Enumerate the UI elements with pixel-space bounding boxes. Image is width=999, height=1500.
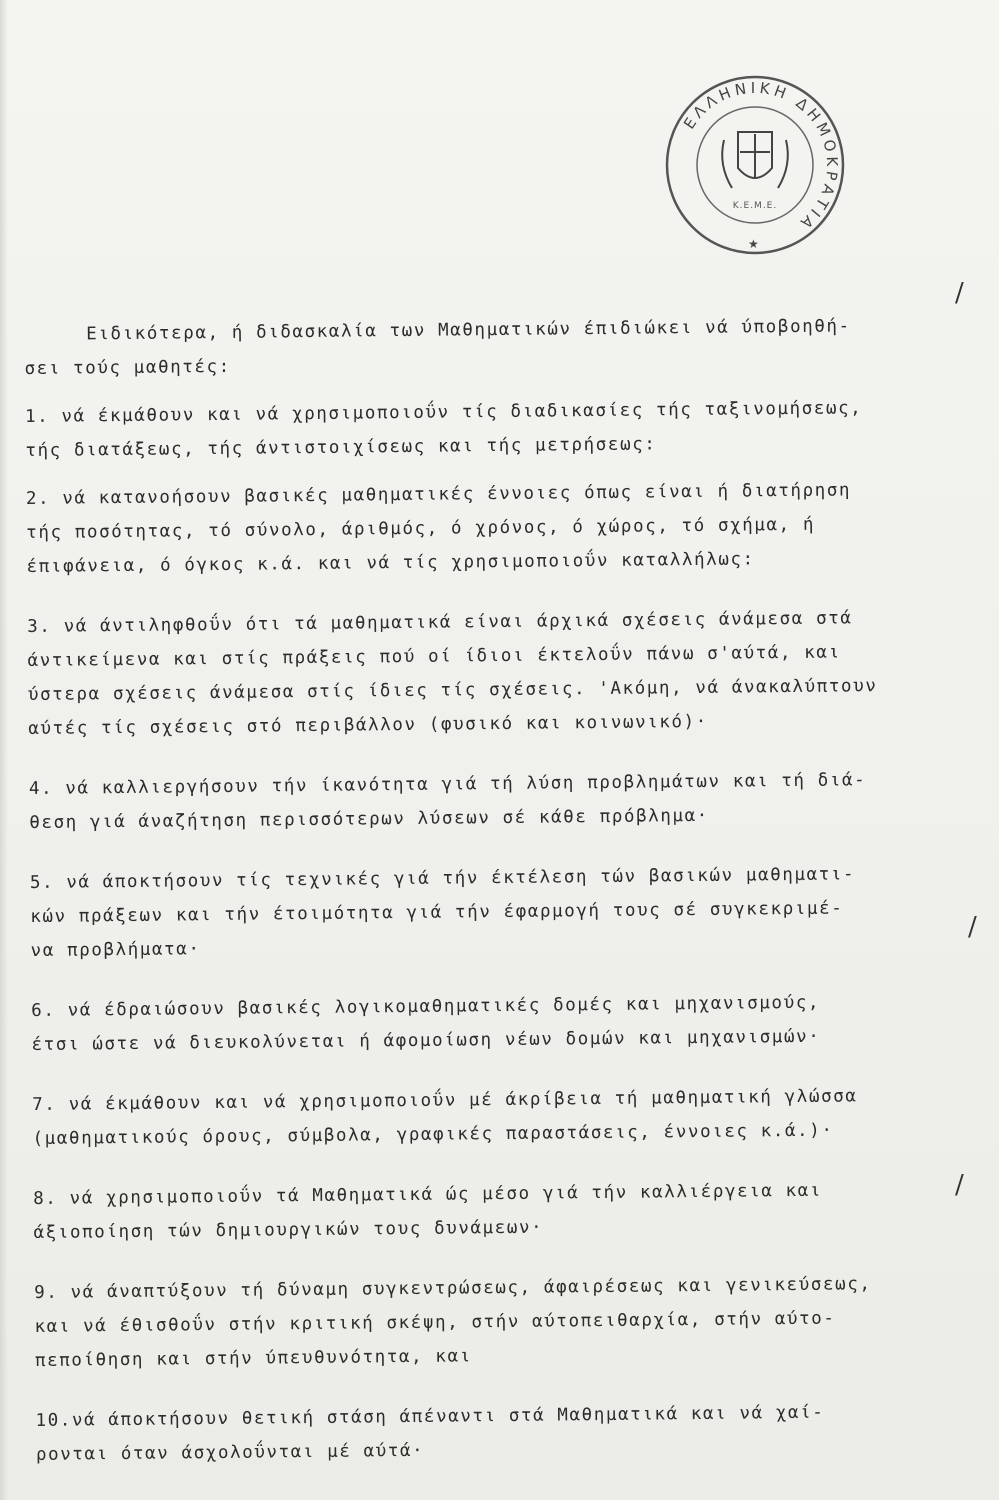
item-line: πεποίθηση και στήν ύπευθυνότητα, και <box>34 1346 472 1371</box>
item-line: κών πράξεων και τήν έτοιμότητα γιά τήν έφαρμογή τους σέ συγκεκριμέ- <box>30 898 844 927</box>
intro-line-1: Ειδικότερα, ή διδασκαλία των Μαθηματικών έπιδιώκει νά ύποβοηθή- <box>86 316 851 345</box>
item-line: αύτές τίς σχέσεις στό περιβάλλον (φυσικό και κοινωνικό)· <box>28 711 708 739</box>
item-line: 8. νά χρησιμοποιοΰν τά Μαθηματικά ώς μέσο γιά τήν καλλιέργεια και <box>33 1180 823 1209</box>
margin-mark-2: / <box>968 912 977 942</box>
item-line: 9. νά άναπτύξουν τή δύναμη συγκεντρώσεως, άφαιρέσεως και γενικεύσεως, <box>34 1274 872 1303</box>
list-item-4 <box>29 762 975 840</box>
list-item-8 <box>33 1172 979 1250</box>
seal-ring-text: ΕΛΛΗΝΙΚΗ ΔΗΜΟΚΡΑΤΙΑ <box>680 78 842 235</box>
intro-line-2: σει τούς μαθητές: <box>24 356 231 379</box>
item-line: ύστερα σχέσεις άνάμεσα στίς ίδιες τίς σχέσεις. 'Ακόμη, νά άνακαλύπτουν <box>27 676 878 705</box>
item-line: 2. νά κατανοήσουν βασικές μαθηματικές έννοιες όπως είναι ή διατήρηση <box>25 480 852 509</box>
item-line: άξιοποίηση τών δημιουργικών τους δυνάμεων· <box>33 1217 544 1243</box>
margin-mark-1: / <box>955 278 964 308</box>
official-seal-stamp <box>660 70 850 260</box>
item-line: 3. νά άντιληφθοΰν ότι τά μαθηματικά είναι άρχικά σχέσεις άνάμεσα στά <box>27 608 853 637</box>
document-body <box>24 308 981 1472</box>
seal-graphic <box>660 70 850 260</box>
coat-of-arms-icon <box>722 132 788 188</box>
list-item-6 <box>31 984 977 1062</box>
item-line: και νά έθισθοΰν στήν κριτική σκέψη, στήν αύτοπειθαρχία, στήν αύτο- <box>34 1308 836 1337</box>
item-line: ρονται όταν άσχολοΰνται μέ αύτά· <box>35 1440 425 1465</box>
list-item-9 <box>34 1266 980 1378</box>
list-item-5 <box>30 856 976 968</box>
list-item-3 <box>27 600 973 746</box>
seal-star-icon: ★ <box>748 237 759 251</box>
list-item-7 <box>32 1078 978 1156</box>
item-line: 5. νά άποκτήσουν τίς τεχνικές γιά τήν έκτέλεση τών βασικών μαθηματι- <box>29 864 856 893</box>
item-line: 7. νά έκμάθουν και νά χρησιμοποιοΰν μέ άκρίβεια τή μαθηματική γλώσσα <box>32 1086 858 1115</box>
item-line: 10.νά άποκτήσουν θετική στάση άπέναντι στά Μαθηματικά και νά χαί- <box>35 1402 825 1431</box>
seal-inner-text: Κ.Ε.Μ.Ε. <box>732 201 778 211</box>
list-item-10 <box>35 1394 981 1472</box>
margin-mark-3: / <box>955 1170 964 1200</box>
item-line: άντικείμενα και στίς πράξεις πού οί ίδιοι έκτελοΰν πάνω σ'αύτά, και <box>27 642 841 671</box>
item-line: έπιφάνεια, ό όγκος κ.ά. και νά τίς χρησιμοποιοΰν καταλλήλως: <box>26 549 755 577</box>
item-line: 6. νά έδραιώσουν βασικές λογικομαθηματικές δομές και μηχανισμούς, <box>31 992 821 1021</box>
item-line: τής ποσότητας, τό σύνολο, άριθμός, ό χρόνος, ό χώρος, τό σχήμα, ή <box>26 514 816 543</box>
item-line: 1. νά έκμάθουν και νά χρησιμοποιοΰν τίς διαδικασίες τής ταξινομήσεως, <box>24 398 863 427</box>
list-item-2 <box>26 472 972 584</box>
list-item-1 <box>25 390 971 468</box>
item-line: τής διατάξεως, τής άντιστοιχίσεως και τής μετρήσεως: <box>25 434 657 461</box>
item-line: 4. νά καλλιεργήσουν τήν ίκανότητα γιά τή λύση προβλημάτων και τή διά- <box>28 770 867 799</box>
item-line: θεση γιά άναζήτηση περισσότερων λύσεων σέ κάθε πρόβλημα· <box>29 805 709 833</box>
item-line: έτσι ώστε νά διευκολύνεται ή άφομοίωση νέων δομών και μηχανισμών· <box>31 1026 821 1055</box>
item-line: να προβλήματα· <box>30 939 201 961</box>
page-edge-shadow <box>0 0 8 1500</box>
item-line: (μαθηματικούς όρους, σύμβολα, γραφικές παραστάσεις, έννοιες κ.ά.)· <box>32 1120 834 1149</box>
